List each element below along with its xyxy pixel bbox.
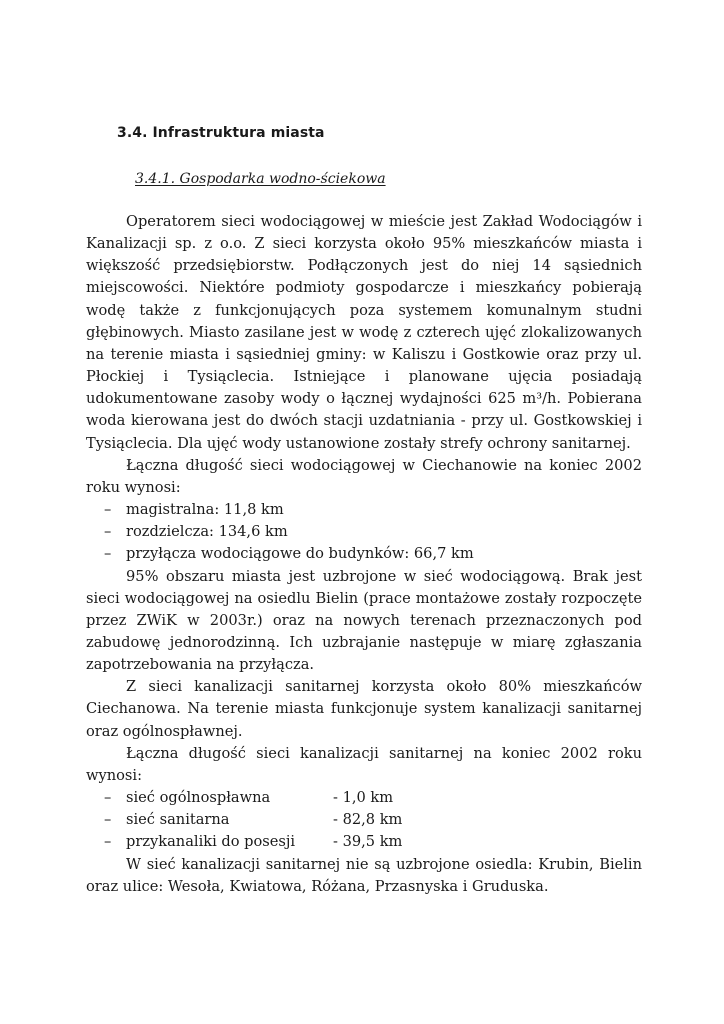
list-item-value: - 82,8 km xyxy=(333,811,403,829)
bullet-dash: – xyxy=(104,833,112,851)
bullet-dash: – xyxy=(104,811,112,829)
list-item xyxy=(86,831,642,853)
subsection-heading: 3.4.1. Gospodarka wodno-ściekowa xyxy=(135,171,386,187)
paragraph-sewer-length-intro: Łączna długość sieci kanalizacji sanitarnej na koniec 2002 roku wynosi: xyxy=(86,744,642,784)
list-item-text: magistralna: 11,8 km xyxy=(126,501,284,519)
paragraph-water-length-intro: Łączna długość sieci wodociągowej w Ciechanowie na koniec 2002 roku wynosi: xyxy=(86,456,642,496)
section-heading: 3.4. Infrastruktura miasta xyxy=(117,125,325,141)
bullet-dash: – xyxy=(104,523,112,541)
list-item-name: sieć sanitarna xyxy=(126,811,230,829)
bullet-dash: – xyxy=(104,545,112,563)
list-item-value: - 1,0 km xyxy=(333,789,394,807)
list-item xyxy=(86,499,642,521)
water-network-list xyxy=(86,499,642,565)
list-item xyxy=(86,787,642,809)
list-item-name: przykanaliki do posesji xyxy=(126,833,296,851)
sewer-network-list xyxy=(86,787,642,853)
bullet-dash: – xyxy=(104,501,112,519)
list-item-value: - 39,5 km xyxy=(333,833,403,851)
paragraph-water-coverage: 95% obszaru miasta jest uzbrojone w sieć wodociągową. Brak jest sieci wodociągowej na osiedlu Bielin (prace montażowe zostały rozpoczęte przez ZWiK w 2003r.) oraz na nowych terenach przeznaczonych pod zabudowę jednorodzinną. Ich uzbrajanie następuje w miarę zgłaszania zapotrzebowania na przyłącza. xyxy=(86,567,642,674)
bullet-dash: – xyxy=(104,789,112,807)
list-item-text: rozdzielcza: 134,6 km xyxy=(126,523,288,541)
list-item xyxy=(86,543,642,565)
paragraph-water-operator: Operatorem sieci wodociągowej w mieście jest Zakład Wodociągów i Kanalizacji sp. z o.o. Z sieci korzysta około 95% mieszkańców miasta i większość przedsiębiorstw. Podłączonych jest do niej 14 sąsiednich miejscowości. Niektóre podmioty gospodarcze i mieszkańcy pobierają wodę także z funkcjonujących poza systemem komunalnym studni głębinowych. Miasto zasilane jest w wodę z czterech ujęć zlokalizowanych na terenie miasta i sąsiedniej gminy: w Kaliszu i Gostkowie oraz przy ul. Płockiej i Tysiąclecia. Istniejące i planowane ujęcia posiadają udokumentowane zasoby wody o łącznej wydajności 625 m³/h. Pobierana woda kierowana jest do dwóch stacji uzdatniania - przy ul. Gostkowskiej i Tysiąclecia. Dla ujęć wody ustanowione zostały strefy ochrony sanitarnej. xyxy=(86,213,642,452)
list-item-name: sieć ogólnospławna xyxy=(126,789,271,807)
list-item-text: przyłącza wodociągowe do budynków: 66,7 km xyxy=(126,545,474,563)
body-text xyxy=(86,211,642,898)
list-item xyxy=(86,521,642,543)
list-item xyxy=(86,809,642,831)
paragraph-sewer-usage: Z sieci kanalizacji sanitarnej korzysta około 80% mieszkańców Ciechanowa. Na terenie miasta funkcjonuje system kanalizacji sanitarnej oraz ogólnospławnej. xyxy=(86,678,642,740)
paragraph-unserved-areas: W sieć kanalizacji sanitarnej nie są uzbrojone osiedla: Krubin, Bielin oraz ulice: Wesoła, Kwiatowa, Różana, Przasnyska i Gruduska. xyxy=(86,855,642,895)
